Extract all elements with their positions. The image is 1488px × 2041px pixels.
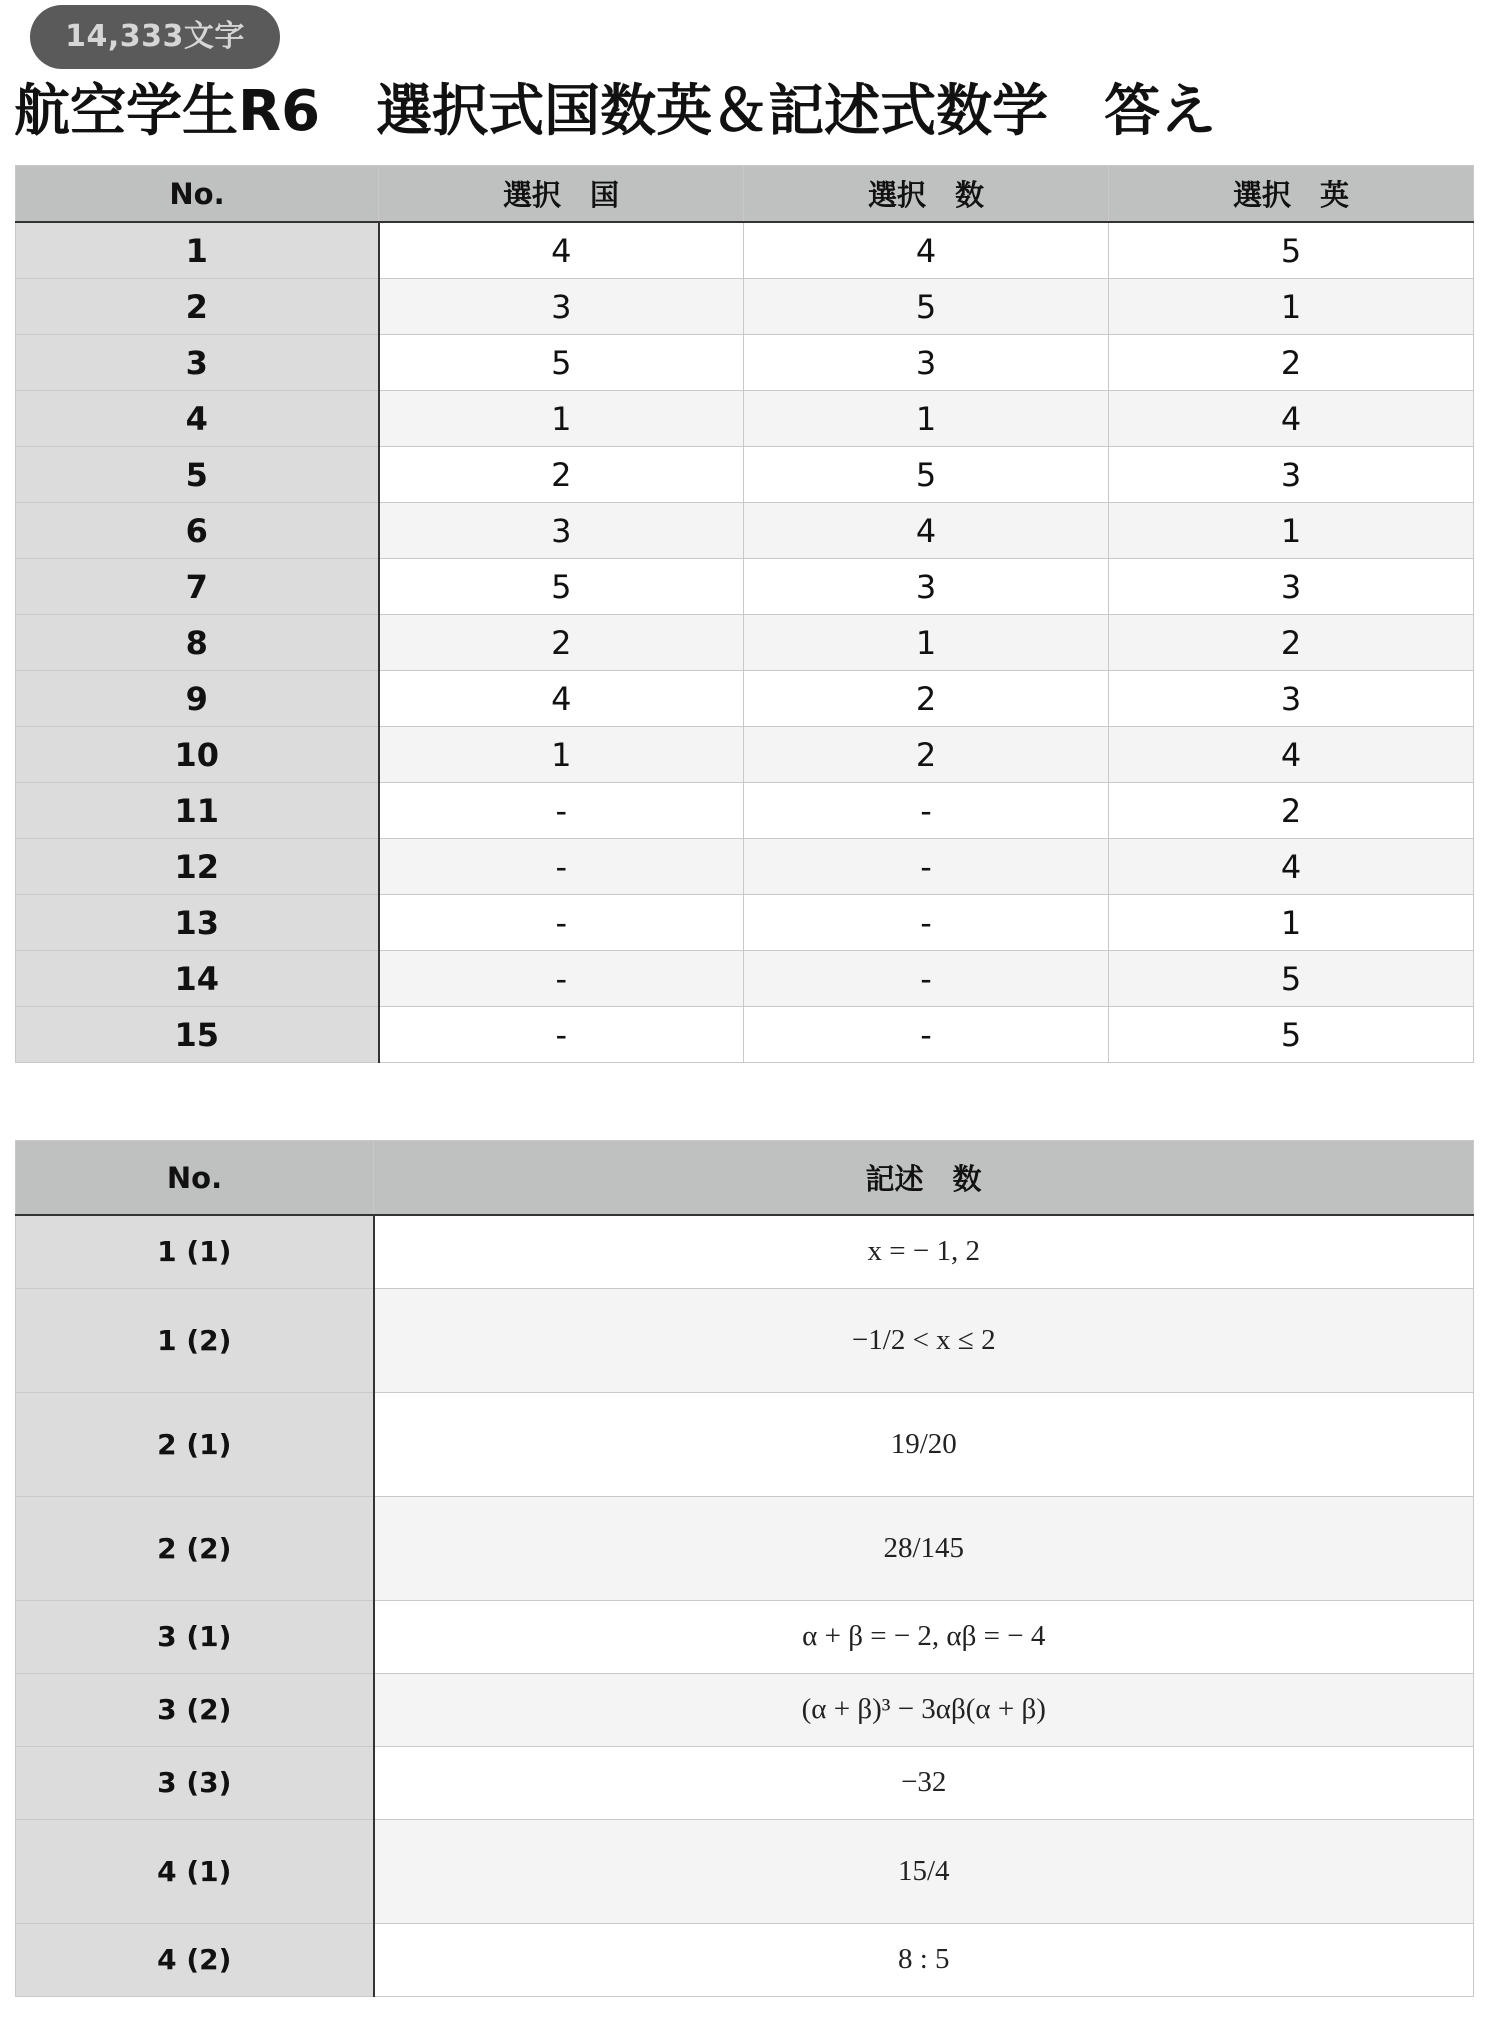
table-row: [16, 727, 1474, 783]
math-answer-cell: -: [744, 951, 1109, 1007]
question-number-cell: 3 (3): [16, 1746, 374, 1819]
table-row: [16, 1392, 1474, 1496]
page-title: 航空学生R6 選択式国数英＆記述式数学 答え: [14, 79, 1217, 144]
answer-cell: 28/145: [374, 1496, 1474, 1600]
math-answer-cell: 3: [744, 559, 1109, 615]
table-row: [16, 447, 1474, 503]
column-header-math: 選択 数: [744, 166, 1109, 223]
table-row: [16, 951, 1474, 1007]
row-number-cell: 1: [16, 222, 379, 279]
japanese-answer-cell: -: [379, 783, 744, 839]
english-answer-cell: 4: [1109, 727, 1474, 783]
table-row: [16, 1215, 1474, 1288]
table-row: [16, 559, 1474, 615]
table-header-row: [16, 1141, 1474, 1216]
row-number-cell: 11: [16, 783, 379, 839]
question-number-cell: 4 (2): [16, 1923, 374, 1996]
english-answer-cell: 2: [1109, 783, 1474, 839]
answer-cell: 19/20: [374, 1392, 1474, 1496]
row-number-cell: 15: [16, 1007, 379, 1063]
table-row: [16, 335, 1474, 391]
answer-cell: −32: [374, 1746, 1474, 1819]
question-number-cell: 4 (1): [16, 1819, 374, 1923]
row-number-cell: 13: [16, 895, 379, 951]
math-answer-cell: -: [744, 1007, 1109, 1063]
row-number-cell: 8: [16, 615, 379, 671]
character-count-badge: 14,333文字: [30, 5, 280, 69]
table-row: [16, 671, 1474, 727]
question-number-cell: 2 (1): [16, 1392, 374, 1496]
question-number-cell: 3 (2): [16, 1673, 374, 1746]
table-row: [16, 1819, 1474, 1923]
table-row: [16, 1746, 1474, 1819]
english-answer-cell: 5: [1109, 951, 1474, 1007]
row-number-cell: 4: [16, 391, 379, 447]
answer-cell: 8 : 5: [374, 1923, 1474, 1996]
math-answer-cell: 5: [744, 447, 1109, 503]
japanese-answer-cell: 1: [379, 727, 744, 783]
math-answer-cell: 5: [744, 279, 1109, 335]
table-row: [16, 503, 1474, 559]
column-header-written-math: 記述 数: [374, 1141, 1474, 1216]
row-number-cell: 14: [16, 951, 379, 1007]
column-header-japanese: 選択 国: [379, 166, 744, 223]
japanese-answer-cell: 1: [379, 391, 744, 447]
row-number-cell: 3: [16, 335, 379, 391]
row-number-cell: 7: [16, 559, 379, 615]
math-answer-cell: 3: [744, 335, 1109, 391]
question-number-cell: 3 (1): [16, 1600, 374, 1673]
english-answer-cell: 3: [1109, 671, 1474, 727]
table-row: [16, 1600, 1474, 1673]
row-number-cell: 9: [16, 671, 379, 727]
question-number-cell: 1 (1): [16, 1215, 374, 1288]
written-math-answer-table: [15, 1140, 1474, 1997]
table-row: [16, 391, 1474, 447]
english-answer-cell: 1: [1109, 895, 1474, 951]
math-answer-cell: 2: [744, 671, 1109, 727]
japanese-answer-cell: -: [379, 839, 744, 895]
row-number-cell: 6: [16, 503, 379, 559]
english-answer-cell: 2: [1109, 615, 1474, 671]
table-row: [16, 895, 1474, 951]
table-row: [16, 839, 1474, 895]
table-row: [16, 1496, 1474, 1600]
english-answer-cell: 3: [1109, 447, 1474, 503]
japanese-answer-cell: 4: [379, 222, 744, 279]
answer-cell: (α + β)³ − 3αβ(α + β): [374, 1673, 1474, 1746]
english-answer-cell: 1: [1109, 279, 1474, 335]
japanese-answer-cell: -: [379, 1007, 744, 1063]
row-number-cell: 5: [16, 447, 379, 503]
english-answer-cell: 4: [1109, 839, 1474, 895]
math-answer-cell: -: [744, 783, 1109, 839]
japanese-answer-cell: 2: [379, 615, 744, 671]
row-number-cell: 10: [16, 727, 379, 783]
table-header-row: [16, 166, 1474, 223]
table-row: [16, 222, 1474, 279]
english-answer-cell: 5: [1109, 222, 1474, 279]
japanese-answer-cell: 3: [379, 503, 744, 559]
math-answer-cell: -: [744, 839, 1109, 895]
answer-cell: α + β = − 2, αβ = − 4: [374, 1600, 1474, 1673]
table-row: [16, 783, 1474, 839]
answer-cell: x = − 1, 2: [374, 1215, 1474, 1288]
english-answer-cell: 2: [1109, 335, 1474, 391]
answer-cell: 15/4: [374, 1819, 1474, 1923]
japanese-answer-cell: -: [379, 951, 744, 1007]
japanese-answer-cell: 2: [379, 447, 744, 503]
question-number-cell: 2 (2): [16, 1496, 374, 1600]
math-answer-cell: 1: [744, 615, 1109, 671]
math-answer-cell: 2: [744, 727, 1109, 783]
table-row: [16, 615, 1474, 671]
table-row: [16, 279, 1474, 335]
english-answer-cell: 3: [1109, 559, 1474, 615]
math-answer-cell: 4: [744, 503, 1109, 559]
question-number-cell: 1 (2): [16, 1288, 374, 1392]
math-answer-cell: 4: [744, 222, 1109, 279]
japanese-answer-cell: 5: [379, 559, 744, 615]
table-row: [16, 1923, 1474, 1996]
english-answer-cell: 1: [1109, 503, 1474, 559]
japanese-answer-cell: 3: [379, 279, 744, 335]
table-row: [16, 1007, 1474, 1063]
row-number-cell: 2: [16, 279, 379, 335]
english-answer-cell: 4: [1109, 391, 1474, 447]
math-answer-cell: 1: [744, 391, 1109, 447]
row-number-cell: 12: [16, 839, 379, 895]
japanese-answer-cell: -: [379, 895, 744, 951]
answer-cell: −1/2 < x ≤ 2: [374, 1288, 1474, 1392]
japanese-answer-cell: 4: [379, 671, 744, 727]
english-answer-cell: 5: [1109, 1007, 1474, 1063]
table-row: [16, 1288, 1474, 1392]
table-row: [16, 1673, 1474, 1746]
column-header-english: 選択 英: [1109, 166, 1474, 223]
column-header-no: No.: [16, 1141, 374, 1216]
japanese-answer-cell: 5: [379, 335, 744, 391]
multiple-choice-answer-table: [15, 165, 1474, 1063]
math-answer-cell: -: [744, 895, 1109, 951]
column-header-no: No.: [16, 166, 379, 223]
